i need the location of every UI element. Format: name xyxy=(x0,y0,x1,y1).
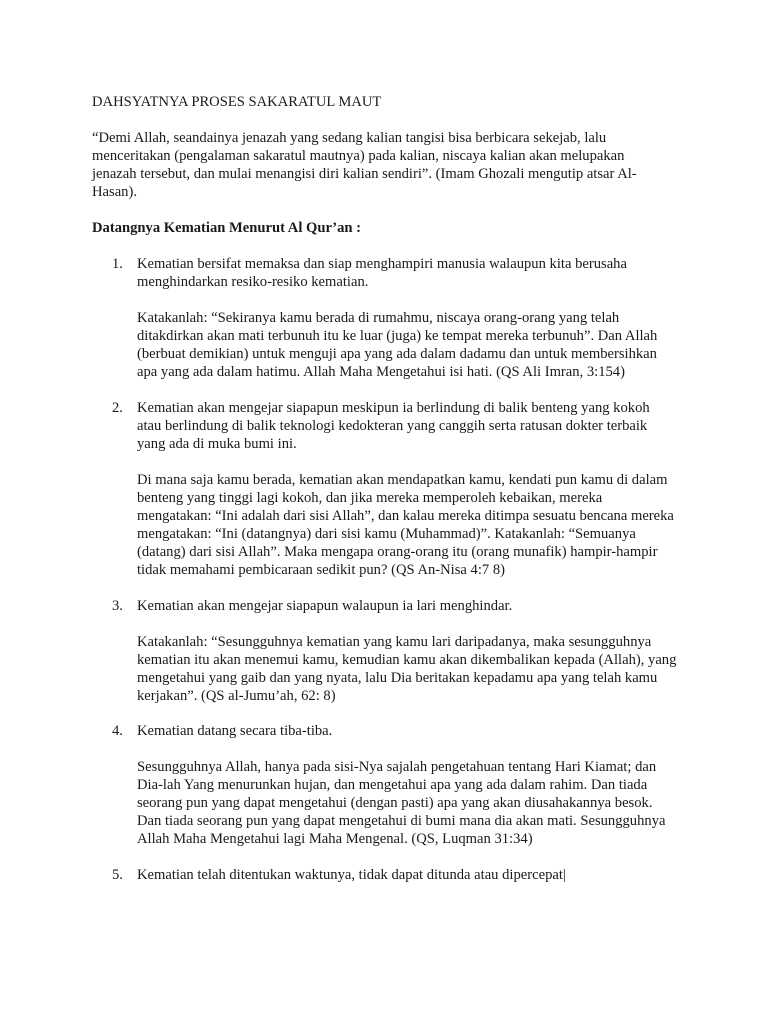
opening-quote: “Demi Allah, seandainya jenazah yang sedang kalian tangisi bisa berbicara sekejab, lalu menceritakan (pengalaman sakaratul mautnya) pada kalian, niscaya kalian akan melupakan jenazah tersebut, dan mulai menangisi diri kalian sendiri”. (Imam Ghozali mengutip atsar Al-Hasan). xyxy=(92,130,637,200)
list-item-point: Kematian akan mengejar siapapun walaupun ia lari menghindar. xyxy=(137,598,513,614)
list-item-point: Kematian akan mengejar siapapun meskipun ia berlindung di balik benteng yang kokoh atau berlindung di balik teknologi kedokteran yang canggih serta ratusan dokter terbaik yang ada di muka bumi ini. xyxy=(137,400,650,452)
section-heading: Datangnya Kematian Menurut Al Qur’an : xyxy=(92,220,362,236)
list-item-verse: Katakanlah: “Sekiranya kamu berada di rumahmu, niscaya orang-orang yang telah ditakdirkan akan mati terbunuh itu ke luar (juga) ke tempat mereka terbunuh”. Dan Allah (berbuat demikian) untuk menguji apa yang ada dalam dadamu dan untuk membersihkan apa yang ada dalam hatimu. Allah Maha Mengetahui isi hati. (QS Ali Imran, 3:154) xyxy=(137,310,658,380)
list-item-verse: Di mana saja kamu berada, kematian akan mendapatkan kamu, kendati pun kamu di dalam benteng yang tinggi lagi kokoh, dan jika mereka memperoleh kebaikan, mereka mengatakan: “Ini adalah dari sisi Allah”, dan kalau mereka ditimpa sesuatu bencana mereka mengatakan: “Ini (datangnya) dari sisi kamu (Muhammad)”. Katakanlah: “Semuanya (datang) dari sisi Allah”. Maka mengapa orang-orang itu (orang munafik) hampir-hampir tidak memahami pembicaraan sedikit pun? (QS An-Nisa 4:7 8) xyxy=(137,472,674,578)
list-item-body xyxy=(137,399,677,597)
list-item-body xyxy=(137,866,677,902)
list-item-number: 5. xyxy=(112,867,123,883)
list-item-verse: Sesungguhnya Allah, hanya pada sisi-Nya sajalah pengetahuan tentang Hari Kiamat; dan Dia-lah Yang menurunkan hujan, dan mengetahui apa yang ada dalam rahim. Dan tiada seorang pun yang dapat mengetahui (dengan pasti) apa yang akan diusahakannya besok. Dan tiada seorang pun yang dapat mengetahui di bumi mana dia akan mati. Sesungguhnya Allah Maha Mengetahui lagi Maha Mengenal. (QS, Luqman 31:34) xyxy=(137,759,666,847)
list-item-body xyxy=(137,255,677,399)
list-item-number: 3. xyxy=(112,598,123,614)
list-item-body xyxy=(137,597,677,723)
list-item-number: 2. xyxy=(112,400,123,416)
list-item-point: Kematian telah ditentukan waktunya, tidak dapat ditunda atau dipercepat| xyxy=(137,867,566,883)
list-item-body xyxy=(137,722,677,866)
document-title: DAHSYATNYA PROSES SAKARATUL MAUT xyxy=(92,94,382,110)
list-item-number: 1. xyxy=(112,256,123,272)
list-item-point: Kematian datang secara tiba-tiba. xyxy=(137,723,333,739)
list-item-verse: Katakanlah: “Sesungguhnya kematian yang kamu lari daripadanya, maka sesungguhnya kematian itu akan menemui kamu, kemudian kamu akan dikembalikan kepada (Allah), yang mengetahui yang gaib dan yang nyata, lalu Dia beritakan kepadamu apa yang telah kamu kerjakan”. (QS al-Jumu’ah, 62: 8) xyxy=(137,634,677,704)
list-item-number: 4. xyxy=(112,723,123,739)
list-item-point: Kematian bersifat memaksa dan siap menghampiri manusia walaupun kita berusaha menghindarkan resiko-resiko kematian. xyxy=(137,256,627,290)
